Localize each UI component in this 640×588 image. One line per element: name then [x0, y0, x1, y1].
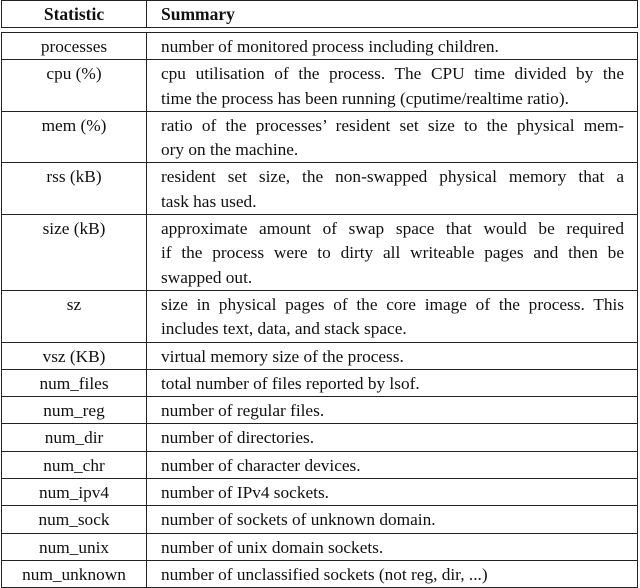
- table-row: [1, 163, 638, 215]
- statistic-cell: size (kB): [2, 215, 147, 290]
- summary-line: swapped out.: [161, 267, 253, 287]
- summary-cell: [147, 215, 637, 290]
- table-row: [1, 112, 638, 164]
- summary-line: if the process were to dirty all writeable pages and then be: [161, 243, 624, 263]
- statistic-cell: num_unknown: [2, 561, 147, 587]
- summary-line: number of unclassified sockets (not reg, dir, ...): [161, 564, 488, 584]
- table-body: [1, 32, 638, 588]
- table-row: [1, 397, 638, 424]
- summary-cell: [147, 397, 637, 423]
- summary-line: number of directories.: [161, 428, 315, 448]
- table-row: [1, 291, 638, 343]
- summary-line: approximate amount of swap space that would be required: [161, 219, 624, 239]
- summary-line: resident set size, the non-swapped physical memory that a: [161, 167, 624, 187]
- statistic-cell: sz: [2, 291, 147, 342]
- table-row: [1, 32, 638, 60]
- table-row: [1, 60, 638, 112]
- table-row: [1, 479, 638, 506]
- summary-line: size in physical pages of the core image of the process. This: [161, 294, 624, 314]
- header-summary: Summary: [161, 4, 235, 24]
- summary-line: number of unix domain sockets.: [161, 537, 384, 557]
- summary-cell: [147, 163, 637, 214]
- summary-cell: [147, 506, 637, 532]
- statistic-cell: mem (%): [2, 112, 147, 163]
- summary-line: task has used.: [161, 191, 257, 211]
- summary-line: includes text, data, and stack space.: [161, 319, 407, 339]
- statistic-cell: num_sock: [2, 506, 147, 532]
- summary-cell: [147, 112, 637, 163]
- summary-cell: [147, 561, 637, 587]
- statistic-cell: vsz (KB): [2, 343, 147, 369]
- summary-cell: [147, 33, 637, 59]
- statistic-cell: processes: [2, 33, 147, 59]
- table-row: [1, 534, 638, 561]
- summary-cell: [147, 291, 637, 342]
- summary-cell: [147, 343, 637, 369]
- table-row: [1, 561, 638, 588]
- summary-line: cpu utilisation of the process. The CPU time divided by the: [161, 64, 624, 84]
- table-header: [1, 0, 638, 28]
- summary-line: total number of files reported by lsof.: [161, 373, 420, 393]
- summary-line: ory on the machine.: [161, 140, 299, 160]
- summary-cell: [147, 479, 637, 505]
- statistic-cell: num_files: [2, 370, 147, 396]
- summary-line: number of character devices.: [161, 455, 361, 475]
- summary-line: number of monitored process including children.: [161, 37, 499, 56]
- statistic-cell: num_chr: [2, 452, 147, 478]
- table-row: [1, 506, 638, 533]
- summary-line: ratio of the processes’ resident set size to the physical mem-: [161, 115, 624, 135]
- statistic-cell: num_dir: [2, 424, 147, 450]
- summary-cell: [147, 370, 637, 396]
- statistic-cell: rss (kB): [2, 163, 147, 214]
- table-row: [1, 215, 638, 291]
- statistic-cell: num_ipv4: [2, 479, 147, 505]
- statistic-cell: num_unix: [2, 534, 147, 560]
- summary-line: virtual memory size of the process.: [161, 346, 404, 366]
- table-row: [1, 343, 638, 370]
- header-statistic: Statistic: [2, 1, 147, 27]
- summary-line: number of sockets of unknown domain.: [161, 510, 436, 530]
- statistic-cell: cpu (%): [2, 60, 147, 111]
- statistics-table: [1, 0, 638, 588]
- table-row: [1, 452, 638, 479]
- table-row: [1, 370, 638, 397]
- summary-cell: [147, 424, 637, 450]
- summary-line: number of regular files.: [161, 401, 325, 421]
- summary-line: number of IPv4 sockets.: [161, 483, 329, 503]
- statistic-cell: num_reg: [2, 397, 147, 423]
- table-row: [1, 424, 638, 451]
- summary-line: time the process has been running (cputime/realtime ratio).: [161, 88, 569, 108]
- summary-cell: [147, 60, 637, 111]
- summary-cell: [147, 452, 637, 478]
